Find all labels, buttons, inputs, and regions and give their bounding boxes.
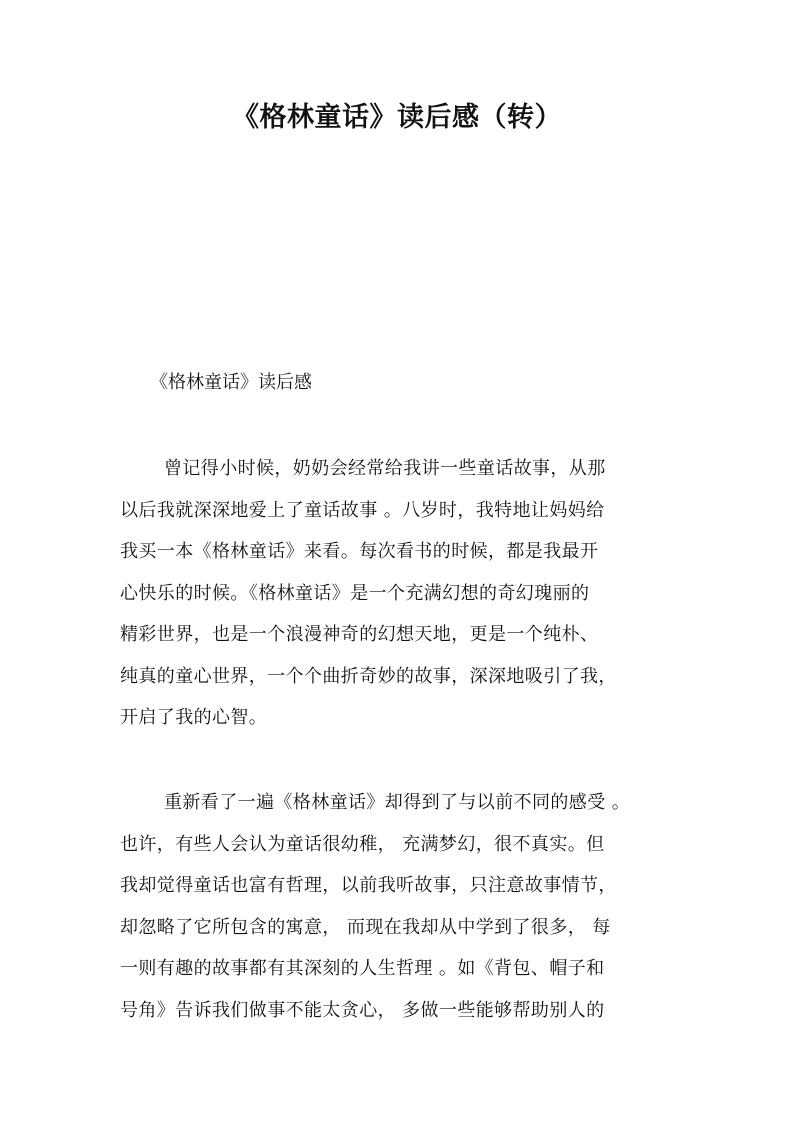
paragraph-line: 一则有趣的故事都有其深刻的人生哲理 。如《背包、帽子和 — [120, 958, 605, 979]
paragraph-line: 以后我就深深地爱上了童话故事 。八岁时，我特地让妈妈给 — [120, 499, 605, 521]
paragraph-1 — [120, 448, 680, 739]
paragraph-line: 心快乐的时候。《格林童话》是一个充满幻想的奇幻瑰丽的 — [120, 582, 590, 604]
paragraph-line: 重新看了一遍《格林童话》却得到了与以前不同的感受 。 — [164, 792, 631, 813]
paragraph-line: 号角》告诉我们做事不能太贪心， 多做一些能够帮助别人的 — [120, 999, 605, 1021]
paragraph-line: 曾记得小时候，奶奶会经常给我讲一些童话故事，从那 — [164, 458, 606, 479]
paragraph-line: 纯真的童心世界，一个个曲折奇妙的故事，深深地吸引了我， — [120, 665, 617, 687]
section-heading: 《格林童话》读后感 — [150, 372, 312, 393]
paragraph-line: 却忽略了它所包含的寓意， 而现在我却从中学到了很多， 每 — [120, 916, 611, 938]
paragraph-line: 开启了我的心智。 — [120, 707, 268, 728]
paragraph-line: 我却觉得童话也富有哲理，以前我听故事，只注意故事情节， — [120, 875, 617, 896]
page-title: 《格林童话》读后感（转） — [232, 102, 562, 133]
paragraph-2 — [120, 782, 680, 1031]
paragraph-line: 精彩世界，也是一个浪漫神奇的幻想天地，更是一个纯朴、 — [120, 624, 599, 645]
paragraph-line: 也许，有些人会认为童话很幼稚， 充满梦幻，很不真实。但 — [120, 833, 605, 855]
paragraph-line: 我买一本《格林童话》来看。每次看书的时候，都是我最开 — [120, 541, 599, 562]
